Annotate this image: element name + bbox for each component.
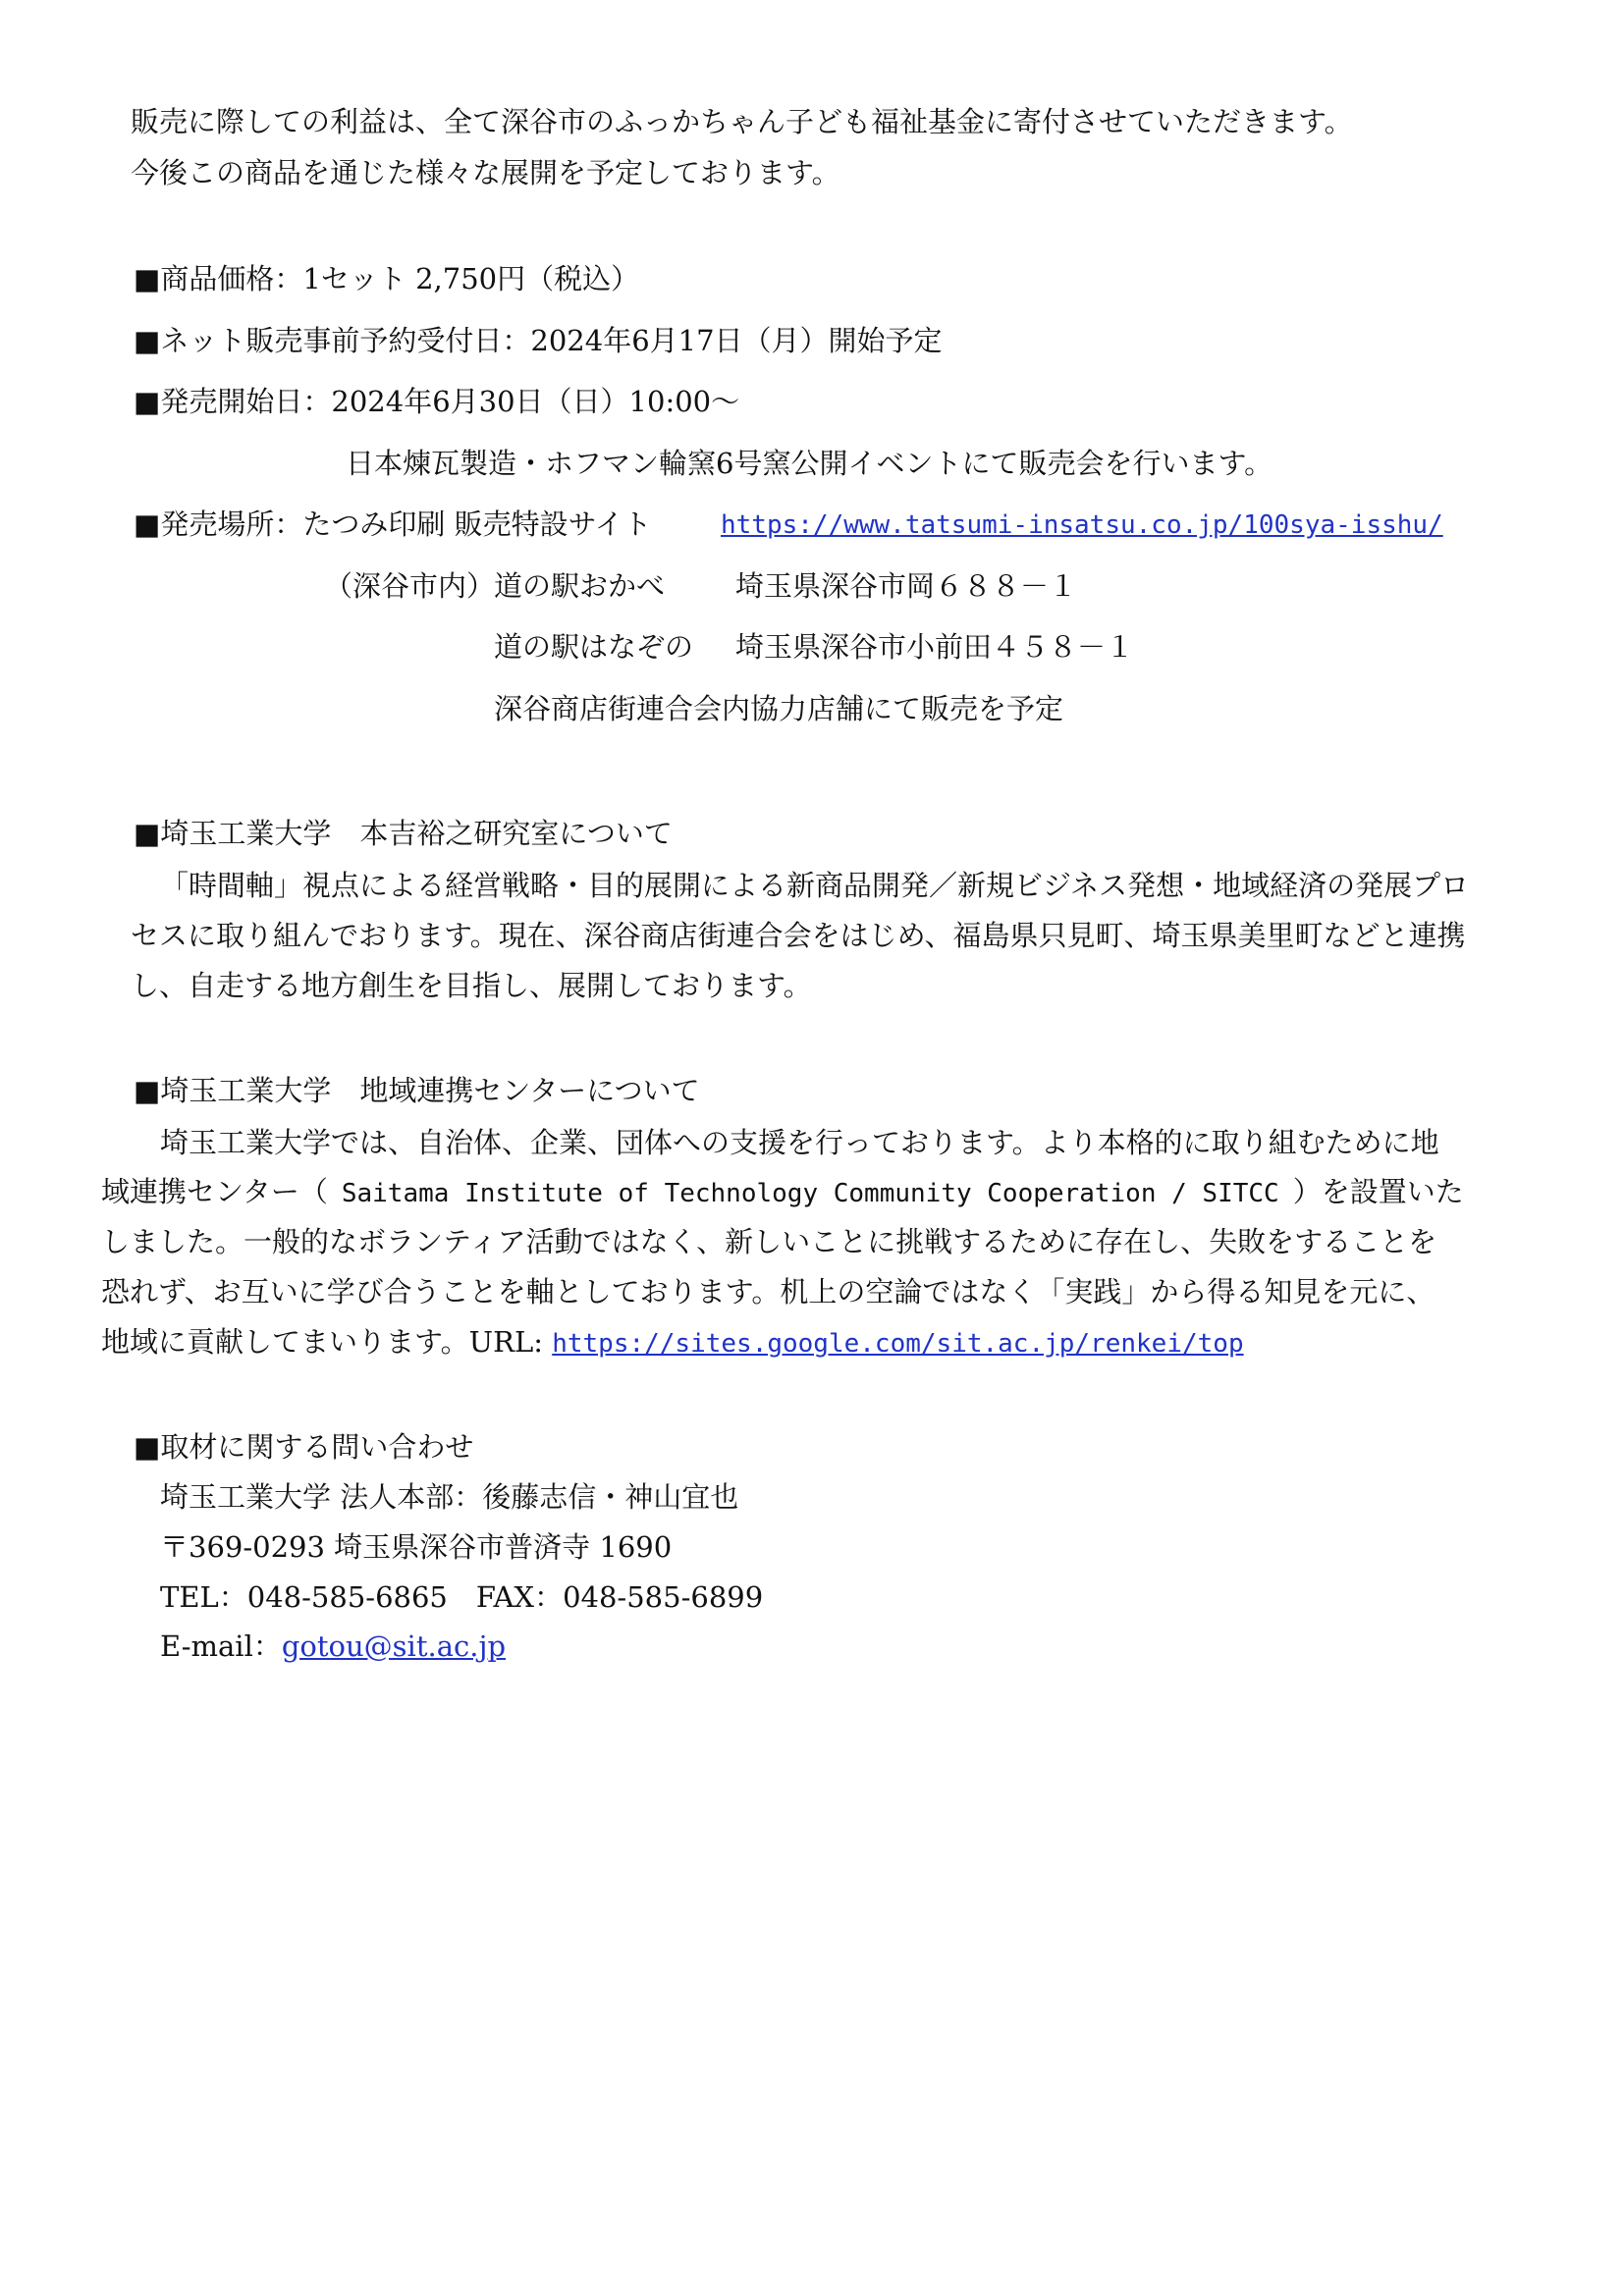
center-line-5	[101, 1326, 1244, 1360]
local-1-name: 道の駅おかべ	[494, 569, 666, 603]
center-line-5-text: 地域に貢献してまいります。URL:	[101, 1325, 543, 1359]
contact-org: 埼玉工業大学 法人本部：後藤志信・神山宜也	[160, 1480, 739, 1514]
center-line-2-end: ）を設置いた	[1292, 1175, 1464, 1208]
center-line-4: 恐れず、お互いに学び合うことを軸としております。机上の空論ではなく「実践」から得る知見を元に、	[101, 1275, 1435, 1308]
center-line-3: しました。一般的なボランティア活動ではなく、新しいことに挑戦するために存在し、失敗をすることを	[101, 1225, 1437, 1258]
lab-line-3: し、自走する地方創生を目指し、展開しております。	[131, 969, 812, 1002]
release-line: ■発売開始日：2024年6月30日（日）10:00～	[134, 385, 740, 418]
center-line-2	[101, 1176, 1464, 1209]
intro-line-2: 今後この商品を通じた様々な展開を予定しております。	[131, 156, 840, 189]
price-line: ■商品価格：1セット 2,750円（税込）	[134, 262, 640, 295]
venue-link[interactable]: https://www.tatsumi-insatsu.co.jp/100sya-isshu/	[721, 510, 1443, 540]
local-label: （深谷市内）	[324, 569, 496, 603]
local-3-shops: 深谷商店街連合会内協力店舗にて販売を予定	[494, 692, 1064, 725]
local-2-name: 道の駅はなぞの	[494, 630, 694, 664]
email-link[interactable]: gotou@sit.ac.jp	[281, 1629, 507, 1663]
email-label: E-mail：	[160, 1629, 282, 1663]
center-heading: ■埼玉工業大学 地域連携センターについて	[134, 1074, 700, 1107]
lab-heading: ■埼玉工業大学 本吉裕之研究室について	[134, 817, 673, 850]
center-line-1: 埼玉工業大学では、自治体、企業、団体への支援を行っております。より本格的に取り組むために地	[160, 1126, 1439, 1159]
lab-line-2: セスに取り組んでおります。現在、深谷商店街連合会をはじめ、福島県只見町、埼玉県美里町などと連携	[131, 919, 1466, 952]
center-line-2-start: 域連携センター（	[101, 1175, 328, 1208]
contact-email-line	[160, 1630, 506, 1663]
center-url-link[interactable]: https://sites.google.com/sit.ac.jp/renkei/top	[552, 1329, 1244, 1359]
sitcc-full-name: Saitama Institute of Technology Community Cooperation / SITCC	[341, 1179, 1279, 1208]
preorder-line: ■ネット販売事前予約受付日：2024年6月17日（月）開始予定	[134, 324, 943, 357]
release-note: 日本煉瓦製造・ホフマン輪窯6号窯公開イベントにて販売会を行います。	[346, 447, 1273, 480]
contact-address: 〒369-0293 埼玉県深谷市普済寺 1690	[160, 1530, 673, 1564]
intro-line-1: 販売に際しての利益は、全て深谷市のふっかちゃん子ども福祉基金に寄付させていただきます。	[131, 105, 1353, 138]
venue-label: ■発売場所：たつみ印刷 販売特設サイト	[134, 507, 652, 541]
contact-tel-fax: TEL：048-585-6865 FAX：048-585-6899	[160, 1580, 764, 1614]
local-2-address: 埼玉県深谷市小前田４５８－１	[735, 630, 1135, 664]
local-1-address: 埼玉県深谷市岡６８８－１	[735, 569, 1078, 603]
contact-heading: ■取材に関する問い合わせ	[134, 1430, 474, 1464]
lab-line-1: 「時間軸」視点による経営戦略・目的展開による新商品開発／新規ビジネス発想・地域経済の発展プロ	[160, 869, 1470, 902]
